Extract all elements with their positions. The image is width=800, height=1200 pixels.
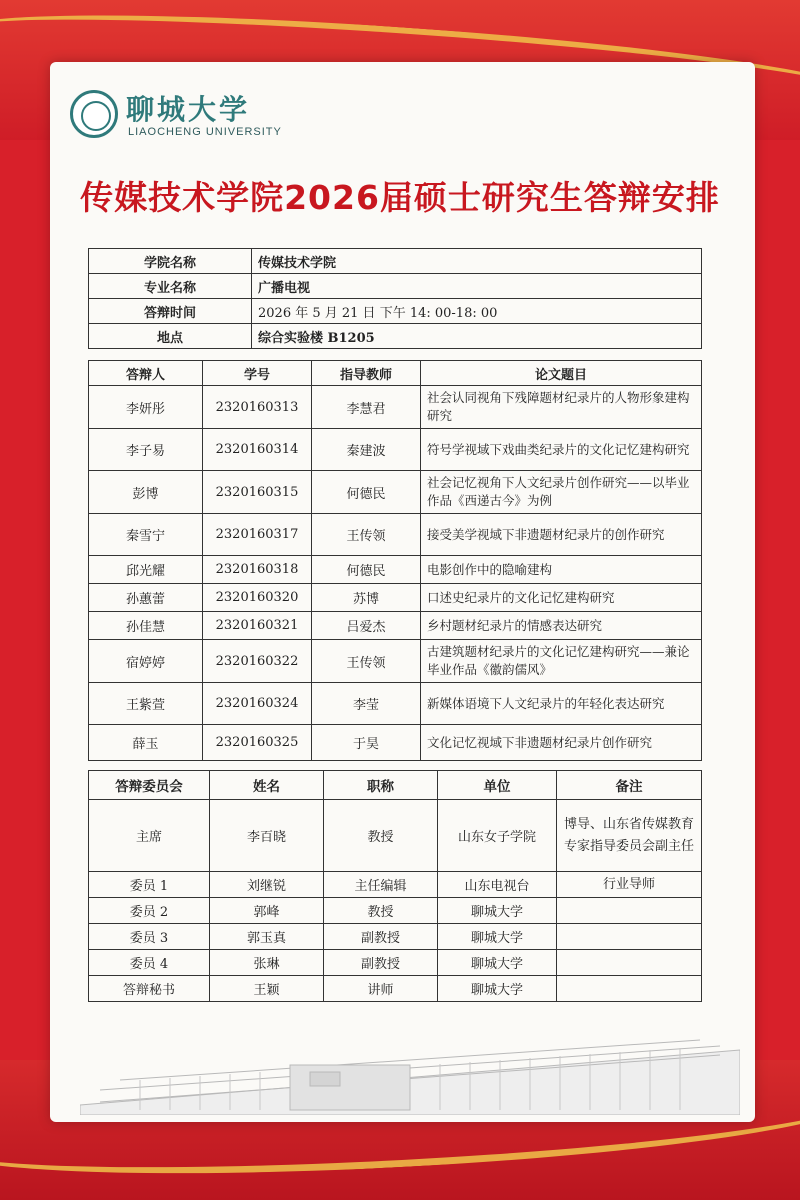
table-row	[89, 950, 702, 976]
member-note	[557, 950, 702, 976]
table-row	[89, 429, 702, 471]
info-value: 传媒技术学院	[252, 249, 702, 274]
advisor-name: 何德民	[312, 471, 421, 514]
column-header: 答辩人	[89, 361, 203, 386]
university-emblem-icon	[70, 90, 118, 138]
student-name: 李子易	[89, 429, 203, 471]
table-row	[89, 924, 702, 950]
member-unit: 山东女子学院	[438, 800, 557, 872]
logo-name-en: LIAOCHENG UNIVERSITY	[128, 126, 282, 138]
student-name: 彭博	[89, 471, 203, 514]
info-label: 专业名称	[89, 274, 252, 299]
member-unit: 聊城大学	[438, 976, 557, 1002]
thesis-topic: 古建筑题材纪录片的文化记忆建构研究——兼论毕业作品《徽韵儒风》	[421, 640, 702, 683]
table-row	[89, 471, 702, 514]
advisor-name: 苏博	[312, 584, 421, 612]
thesis-topic: 乡村题材纪录片的情感表达研究	[421, 612, 702, 640]
university-logo	[70, 88, 282, 148]
student-id: 2320160314	[203, 429, 312, 471]
info-label: 地点	[89, 324, 252, 349]
defense-info-table	[88, 248, 702, 349]
thesis-topic: 符号学视域下戏曲类纪录片的文化记忆建构研究	[421, 429, 702, 471]
students-table	[88, 360, 702, 761]
campus-building-illustration	[80, 1010, 740, 1115]
student-name: 邱光耀	[89, 556, 203, 584]
column-header: 指导教师	[312, 361, 421, 386]
committee-table	[88, 770, 702, 1002]
thesis-topic: 新媒体语境下人文纪录片的年轻化表达研究	[421, 683, 702, 725]
member-name: 张琳	[210, 950, 324, 976]
info-value: 综合实验楼 B1205	[252, 324, 702, 349]
thesis-topic: 电影创作中的隐喻建构	[421, 556, 702, 584]
member-note: 行业导师	[557, 872, 702, 898]
info-value: 广播电视	[252, 274, 702, 299]
table-row	[89, 584, 702, 612]
student-name: 薛玉	[89, 725, 203, 761]
table-row	[89, 725, 702, 761]
student-id: 2320160313	[203, 386, 312, 429]
table-row	[89, 683, 702, 725]
info-row	[89, 299, 702, 324]
member-title: 教授	[324, 800, 438, 872]
table-row	[89, 612, 702, 640]
committee-header-row	[89, 771, 702, 800]
member-name: 李百晓	[210, 800, 324, 872]
member-note	[557, 924, 702, 950]
info-label: 答辩时间	[89, 299, 252, 324]
committee-role: 委员 4	[89, 950, 210, 976]
committee-role: 委员 1	[89, 872, 210, 898]
table-row	[89, 386, 702, 429]
page-title: 传媒技术学院2026届硕士研究生答辩安排	[80, 178, 720, 217]
student-name: 秦雪宁	[89, 514, 203, 556]
info-value: 2026 年 5 月 21 日 下午 14: 00-18: 00	[252, 299, 702, 324]
info-row	[89, 324, 702, 349]
column-header: 学号	[203, 361, 312, 386]
info-row	[89, 274, 702, 299]
student-name: 孙佳慧	[89, 612, 203, 640]
member-unit: 聊城大学	[438, 950, 557, 976]
member-unit: 山东电视台	[438, 872, 557, 898]
advisor-name: 何德民	[312, 556, 421, 584]
advisor-name: 吕爱杰	[312, 612, 421, 640]
member-title: 副教授	[324, 924, 438, 950]
member-note: 博导、山东省传媒教育专家指导委员会副主任	[557, 800, 702, 872]
table-row	[89, 556, 702, 584]
member-title: 主任编辑	[324, 872, 438, 898]
advisor-name: 李莹	[312, 683, 421, 725]
column-header: 职称	[324, 771, 438, 800]
member-note	[557, 898, 702, 924]
advisor-name: 王传领	[312, 514, 421, 556]
member-title: 教授	[324, 898, 438, 924]
column-header: 姓名	[210, 771, 324, 800]
thesis-topic: 社会认同视角下残障题材纪录片的人物形象建构研究	[421, 386, 702, 429]
committee-role: 委员 3	[89, 924, 210, 950]
student-id: 2320160318	[203, 556, 312, 584]
column-header: 论文题目	[421, 361, 702, 386]
member-name: 王颖	[210, 976, 324, 1002]
member-name: 郭峰	[210, 898, 324, 924]
committee-role: 主席	[89, 800, 210, 872]
thesis-topic: 口述史纪录片的文化记忆建构研究	[421, 584, 702, 612]
member-name: 刘继锐	[210, 872, 324, 898]
student-id: 2320160325	[203, 725, 312, 761]
student-name: 宿婷婷	[89, 640, 203, 683]
column-header: 备注	[557, 771, 702, 800]
table-row	[89, 976, 702, 1002]
advisor-name: 李慧君	[312, 386, 421, 429]
member-title: 讲师	[324, 976, 438, 1002]
student-id: 2320160317	[203, 514, 312, 556]
table-row	[89, 800, 702, 872]
member-title: 副教授	[324, 950, 438, 976]
thesis-topic: 接受美学视域下非遗题材纪录片的创作研究	[421, 514, 702, 556]
column-header: 单位	[438, 771, 557, 800]
thesis-topic: 社会记忆视角下人文纪录片创作研究——以毕业作品《西递古今》为例	[421, 471, 702, 514]
table-row	[89, 640, 702, 683]
logo-name-cn: 聊城大学	[126, 93, 251, 126]
student-id: 2320160324	[203, 683, 312, 725]
student-id: 2320160322	[203, 640, 312, 683]
committee-role: 答辩秘书	[89, 976, 210, 1002]
student-name: 孙蕙蕾	[89, 584, 203, 612]
student-id: 2320160320	[203, 584, 312, 612]
student-id: 2320160315	[203, 471, 312, 514]
member-unit: 聊城大学	[438, 898, 557, 924]
info-row	[89, 249, 702, 274]
table-row	[89, 872, 702, 898]
advisor-name: 秦建波	[312, 429, 421, 471]
student-name: 王紫萱	[89, 683, 203, 725]
member-unit: 聊城大学	[438, 924, 557, 950]
advisor-name: 王传领	[312, 640, 421, 683]
table-row	[89, 898, 702, 924]
member-name: 郭玉真	[210, 924, 324, 950]
info-label: 学院名称	[89, 249, 252, 274]
student-id: 2320160321	[203, 612, 312, 640]
member-note	[557, 976, 702, 1002]
student-name: 李妍彤	[89, 386, 203, 429]
table-row	[89, 514, 702, 556]
thesis-topic: 文化记忆视域下非遗题材纪录片创作研究	[421, 725, 702, 761]
column-header: 答辩委员会	[89, 771, 210, 800]
students-header-row	[89, 361, 702, 386]
advisor-name: 于昊	[312, 725, 421, 761]
committee-role: 委员 2	[89, 898, 210, 924]
